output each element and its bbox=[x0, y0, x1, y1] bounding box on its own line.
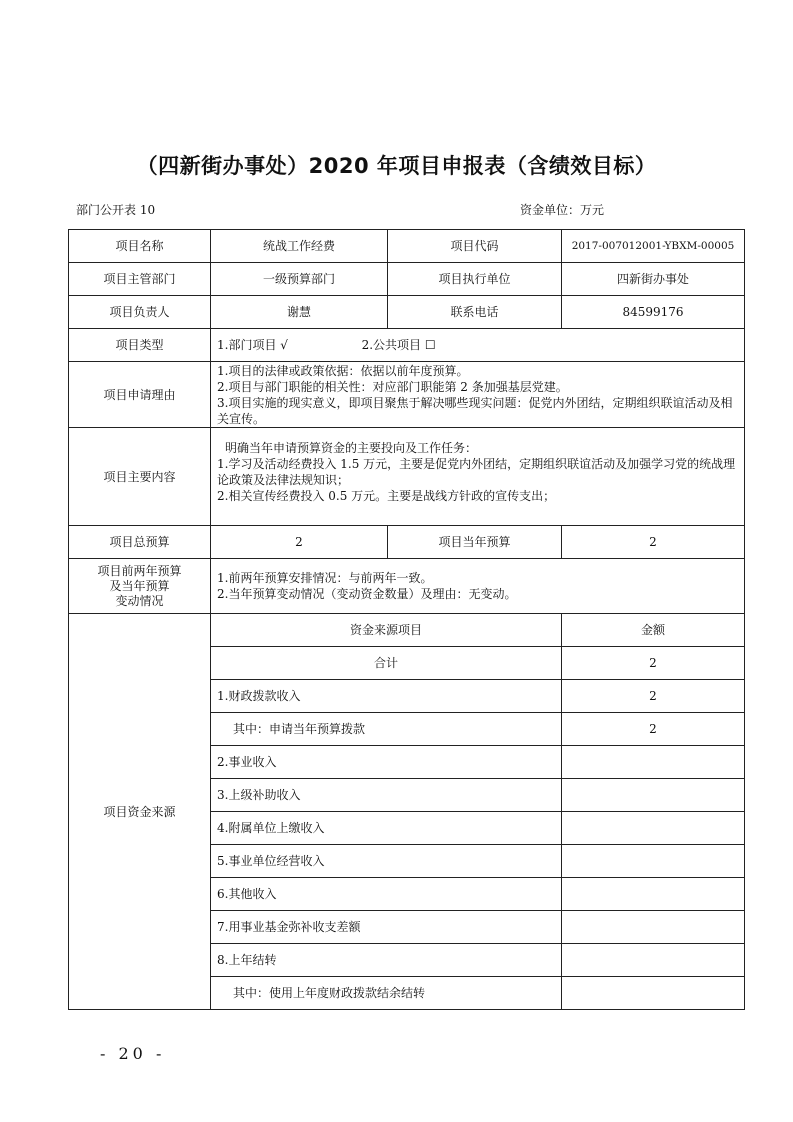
content-body bbox=[211, 428, 745, 526]
type-label: 项目类型 bbox=[69, 329, 211, 362]
table-row bbox=[69, 263, 745, 296]
table-row bbox=[69, 428, 745, 526]
funding-item: 8.上年结转 bbox=[211, 944, 562, 977]
funding-amount bbox=[562, 845, 745, 878]
type-options bbox=[211, 329, 745, 362]
table-row bbox=[69, 614, 745, 647]
funding-amount bbox=[562, 812, 745, 845]
table-number: 部门公开表 10 bbox=[76, 203, 156, 217]
funding-item: 5.事业单位经营收入 bbox=[211, 845, 562, 878]
content-label: 项目主要内容 bbox=[69, 428, 211, 526]
leader-value: 谢慧 bbox=[211, 296, 388, 329]
page-number: - 20 - bbox=[100, 1044, 166, 1063]
funding-amount bbox=[562, 911, 745, 944]
funding-item: 4.附属单位上缴收入 bbox=[211, 812, 562, 845]
funding-item: 2.事业收入 bbox=[211, 746, 562, 779]
table-row bbox=[69, 362, 745, 428]
year-budget-value: 2 bbox=[562, 526, 745, 559]
supervisor-label: 项目主管部门 bbox=[69, 263, 211, 296]
reason-content bbox=[211, 362, 745, 428]
funding-item: 3.上级补助收入 bbox=[211, 779, 562, 812]
total-budget-value: 2 bbox=[211, 526, 388, 559]
type-option-department: 1.部门项目 √ bbox=[217, 338, 288, 352]
reason-line: 1.项目的法律或政策依据：依据以前年度预算。 bbox=[217, 363, 469, 378]
table-row bbox=[69, 230, 745, 263]
table-row bbox=[69, 526, 745, 559]
project-code-label: 项目代码 bbox=[388, 230, 562, 263]
funding-amount bbox=[562, 944, 745, 977]
changes-label-line: 变动情况 bbox=[115, 593, 164, 608]
reason-line: 2.项目与部门职能的相关性：对应部门职能第 2 条加强基层党建。 bbox=[217, 379, 568, 394]
funding-amount: 2 bbox=[562, 647, 745, 680]
funding-amount: 2 bbox=[562, 713, 745, 746]
changes-content bbox=[211, 559, 745, 614]
changes-label-line: 项目前两年预算 bbox=[97, 563, 182, 578]
phone-value: 84599176 bbox=[562, 296, 745, 329]
funding-item: 6.其他收入 bbox=[211, 878, 562, 911]
reason-line: 3.项目实施的现实意义，即项目聚焦于解决哪些现实问题：促党内外团结，定期组织联谊活动及相关宣传。 bbox=[217, 395, 733, 426]
funding-amount bbox=[562, 878, 745, 911]
phone-label: 联系电话 bbox=[388, 296, 562, 329]
funding-item: 1.财政拨款收入 bbox=[211, 680, 562, 713]
changes-label-line: 及当年预算 bbox=[109, 578, 170, 593]
project-code-value: 2017-007012001-YBXM-00005 bbox=[562, 230, 745, 263]
funding-item: 其中：使用上年度财政拨款结余结转 bbox=[211, 977, 562, 1010]
page-title: （四新街办事处）2020 年项目申报表（含绩效目标） bbox=[136, 154, 657, 178]
total-budget-label: 项目总预算 bbox=[69, 526, 211, 559]
changes-line: 1.前两年预算安排情况：与前两年一致。 bbox=[217, 571, 433, 585]
content-line: 明确当年申请预算资金的主要投向及工作任务： bbox=[225, 441, 478, 455]
funding-item: 其中：申请当年预算拨款 bbox=[211, 713, 562, 746]
project-name-label: 项目名称 bbox=[69, 230, 211, 263]
funding-item-total: 合计 bbox=[211, 647, 562, 680]
funding-header-amount: 金额 bbox=[562, 614, 745, 647]
content-line: 2.相关宣传经费投入 0.5 万元。主要是战线方针政的宣传支出； bbox=[217, 489, 556, 503]
project-name-value: 统战工作经费 bbox=[211, 230, 388, 263]
leader-label: 项目负责人 bbox=[69, 296, 211, 329]
project-application-table bbox=[68, 229, 745, 1010]
table-row bbox=[69, 296, 745, 329]
table-row bbox=[69, 559, 745, 614]
changes-line: 2.当年预算变动情况（变动资金数量）及理由：无变动。 bbox=[217, 587, 517, 601]
funding-header-item: 资金来源项目 bbox=[211, 614, 562, 647]
unit-label: 资金单位：万元 bbox=[520, 203, 605, 217]
funding-label: 项目资金来源 bbox=[69, 614, 211, 1010]
content-line: 1.学习及活动经费投入 1.5 万元，主要是促党内外团结，定期组织联谊活动及加强学习党的统战理论政策及法律法规知识； bbox=[217, 457, 736, 487]
funding-amount bbox=[562, 779, 745, 812]
executor-label: 项目执行单位 bbox=[388, 263, 562, 296]
funding-amount bbox=[562, 746, 745, 779]
executor-value: 四新街办事处 bbox=[562, 263, 745, 296]
table-row bbox=[69, 329, 745, 362]
funding-item: 7.用事业基金弥补收支差额 bbox=[211, 911, 562, 944]
supervisor-value: 一级预算部门 bbox=[211, 263, 388, 296]
funding-amount bbox=[562, 977, 745, 1010]
changes-label bbox=[69, 559, 211, 614]
year-budget-label: 项目当年预算 bbox=[388, 526, 562, 559]
reason-label: 项目申请理由 bbox=[69, 362, 211, 428]
type-option-public: 2.公共项目 ☐ bbox=[361, 338, 436, 352]
funding-amount: 2 bbox=[562, 680, 745, 713]
